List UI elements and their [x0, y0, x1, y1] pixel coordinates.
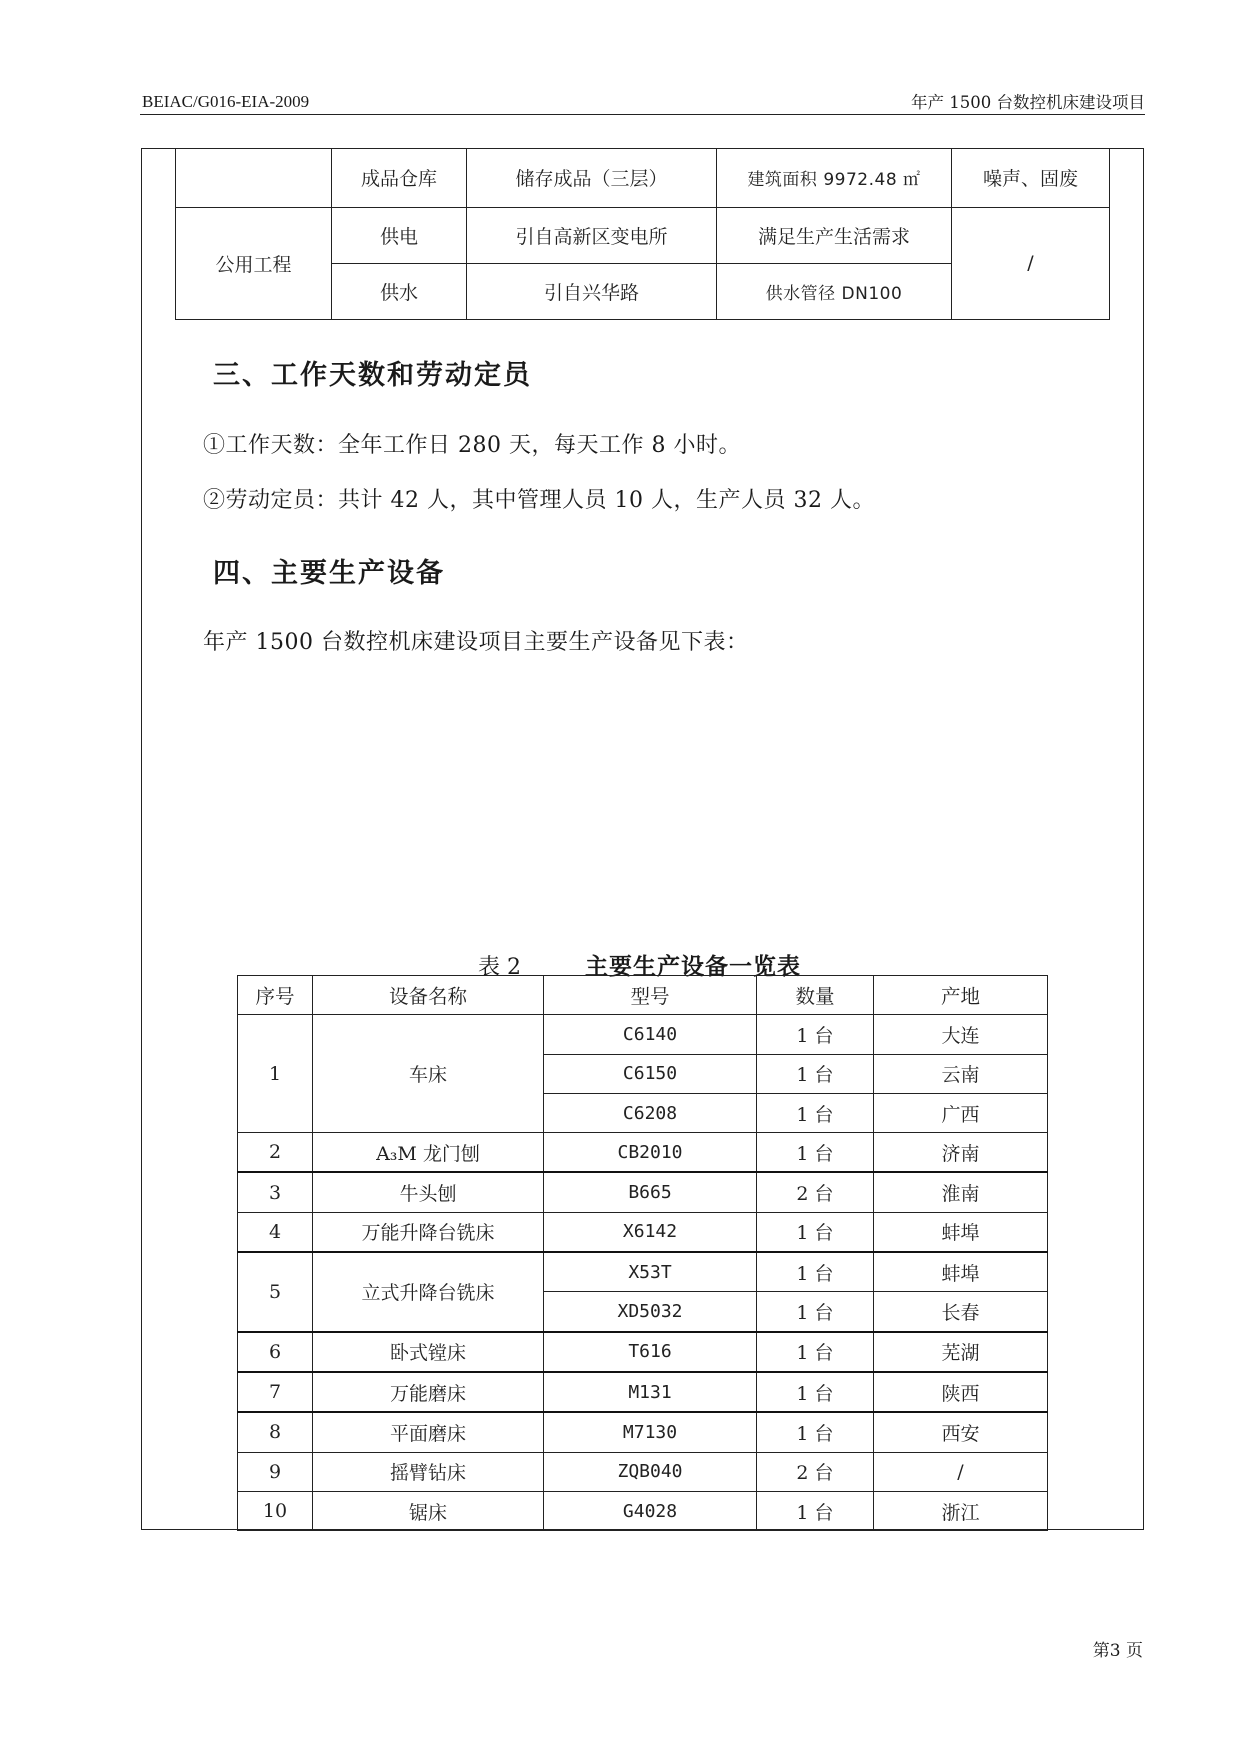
equipment-name-cell: 立式升降台铣床	[313, 1252, 544, 1332]
seq-cell: 3	[238, 1172, 313, 1212]
table-caption-label: 表 2	[478, 955, 521, 980]
seq-cell: 10	[238, 1491, 313, 1530]
quantity-cell: 1 台	[757, 1292, 874, 1332]
item-spec-cell: 满足生产生活需求	[717, 207, 952, 263]
equipment-name-cell: A₃M 龙门刨	[313, 1133, 544, 1173]
column-header: 数量	[757, 976, 874, 1015]
item-name-cell: 供水	[332, 263, 467, 319]
origin-cell: 蚌埠	[874, 1252, 1048, 1292]
table-caption-title: 主要生产设备一览表	[585, 954, 801, 980]
table-row	[238, 1332, 1048, 1372]
column-header: 型号	[544, 976, 757, 1015]
paragraph: 年产 1500 台数控机床建设项目主要生产设备见下表：	[203, 630, 749, 655]
table-row	[176, 207, 1110, 263]
item-name-cell: 成品仓库	[332, 149, 467, 207]
model-cell: CB2010	[544, 1133, 757, 1173]
seq-cell: 6	[238, 1332, 313, 1372]
table-row	[238, 1252, 1048, 1292]
header-project-title: 年产 1500 台数控机床建设项目	[911, 93, 1145, 112]
table-row	[238, 1212, 1048, 1252]
table-row	[238, 1133, 1048, 1173]
model-cell: C6140	[544, 1015, 757, 1054]
item-remark-cell: /	[952, 207, 1110, 319]
quantity-cell: 1 台	[757, 1372, 874, 1412]
origin-cell: 蚌埠	[874, 1212, 1048, 1252]
section-heading: 三、工作天数和劳动定员	[213, 360, 532, 391]
table-header-row	[238, 976, 1048, 1015]
table-row	[238, 1172, 1048, 1212]
quantity-cell: 1 台	[757, 1133, 874, 1173]
column-header: 序号	[238, 976, 313, 1015]
paragraph: ②劳动定员：共计 42 人，其中管理人员 10 人，生产人员 32 人。	[203, 488, 875, 513]
paragraph: ①工作天数：全年工作日 280 天，每天工作 8 小时。	[203, 433, 741, 458]
model-cell: ZQB040	[544, 1452, 757, 1491]
quantity-cell: 2 台	[757, 1172, 874, 1212]
quantity-cell: 1 台	[757, 1252, 874, 1292]
origin-cell: 芜湖	[874, 1332, 1048, 1372]
seq-cell: 2	[238, 1133, 313, 1173]
seq-cell: 5	[238, 1252, 313, 1332]
equipment-table	[237, 975, 1048, 1531]
origin-cell: 陕西	[874, 1372, 1048, 1412]
quantity-cell: 1 台	[757, 1015, 874, 1054]
model-cell: X6142	[544, 1212, 757, 1252]
seq-cell: 8	[238, 1412, 313, 1452]
item-content-cell: 引自兴华路	[467, 263, 717, 319]
column-header: 产地	[874, 976, 1048, 1015]
model-cell: B665	[544, 1172, 757, 1212]
equipment-name-cell: 平面磨床	[313, 1412, 544, 1452]
equipment-name-cell: 车床	[313, 1015, 544, 1133]
seq-cell: 9	[238, 1452, 313, 1491]
table-row	[238, 1412, 1048, 1452]
item-content-cell: 储存成品（三层）	[467, 149, 717, 207]
item-content-cell: 引自高新区变电所	[467, 207, 717, 263]
table-row	[238, 1015, 1048, 1054]
quantity-cell: 1 台	[757, 1491, 874, 1530]
model-cell: C6150	[544, 1054, 757, 1093]
equipment-name-cell: 牛头刨	[313, 1172, 544, 1212]
equipment-name-cell: 万能磨床	[313, 1372, 544, 1412]
seq-cell: 7	[238, 1372, 313, 1412]
header-document-code: BEIAC/G016-EIA-2009	[142, 92, 310, 111]
table-row	[238, 1372, 1048, 1412]
quantity-cell: 1 台	[757, 1054, 874, 1093]
equipment-name-cell: 万能升降台铣床	[313, 1212, 544, 1252]
table-row	[238, 1452, 1048, 1491]
project-composition-table	[175, 149, 1110, 320]
model-cell: C6208	[544, 1093, 757, 1132]
model-cell: G4028	[544, 1491, 757, 1530]
equipment-name-cell: 卧式镗床	[313, 1332, 544, 1372]
item-remark-cell: 噪声、固废	[952, 149, 1110, 207]
origin-cell: 大连	[874, 1015, 1048, 1054]
section-heading: 四、主要生产设备	[213, 558, 445, 589]
item-spec-cell: 建筑面积 9972.48 ㎡	[717, 149, 952, 207]
origin-cell: 广西	[874, 1093, 1048, 1132]
model-cell: M131	[544, 1372, 757, 1412]
item-spec-cell: 供水管径 DN100	[717, 263, 952, 319]
quantity-cell: 1 台	[757, 1332, 874, 1372]
quantity-cell: 1 台	[757, 1093, 874, 1132]
quantity-cell: 2 台	[757, 1452, 874, 1491]
origin-cell: 浙江	[874, 1491, 1048, 1530]
page-number: 第3 页	[1092, 1641, 1143, 1661]
origin-cell: 西安	[874, 1412, 1048, 1452]
item-name-cell: 供电	[332, 207, 467, 263]
column-header: 设备名称	[313, 976, 544, 1015]
header-rule	[140, 114, 1145, 115]
model-cell: XD5032	[544, 1292, 757, 1332]
table-row	[176, 149, 1110, 207]
group-cell	[176, 149, 332, 207]
origin-cell: 济南	[874, 1133, 1048, 1173]
seq-cell: 4	[238, 1212, 313, 1252]
table-row	[238, 1491, 1048, 1530]
model-cell: X53T	[544, 1252, 757, 1292]
origin-cell: 长春	[874, 1292, 1048, 1332]
origin-cell: 淮南	[874, 1172, 1048, 1212]
origin-cell: /	[874, 1452, 1048, 1491]
quantity-cell: 1 台	[757, 1412, 874, 1452]
model-cell: M7130	[544, 1412, 757, 1452]
origin-cell: 云南	[874, 1054, 1048, 1093]
seq-cell: 1	[238, 1015, 313, 1133]
equipment-name-cell: 摇臂钻床	[313, 1452, 544, 1491]
equipment-name-cell: 锯床	[313, 1491, 544, 1530]
quantity-cell: 1 台	[757, 1212, 874, 1252]
model-cell: T616	[544, 1332, 757, 1372]
group-cell: 公用工程	[176, 207, 332, 319]
